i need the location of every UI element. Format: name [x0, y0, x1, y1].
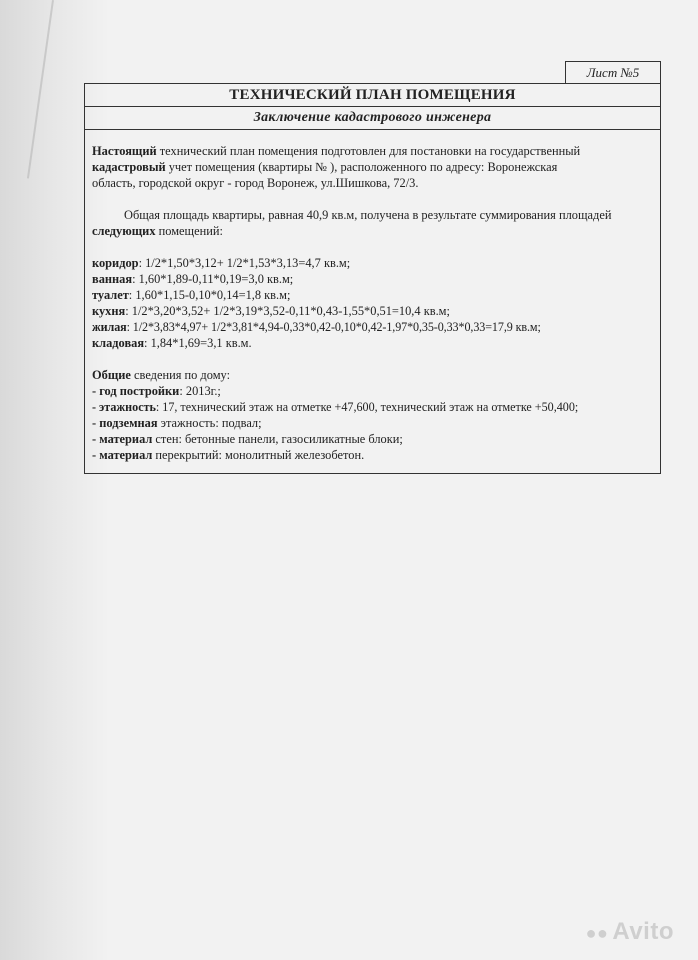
- building-item: [92, 431, 654, 447]
- document-title: ТЕХНИЧЕСКИЙ ПЛАН ПОМЕЩЕНИЯ: [85, 84, 660, 107]
- building-info: [92, 367, 654, 463]
- building-item-label: - год постройки: [92, 384, 180, 398]
- building-item: [92, 383, 654, 399]
- room-row: [92, 303, 654, 319]
- intro-paragraph: [92, 143, 654, 191]
- room-row: [92, 319, 654, 335]
- intro-text-1: технический план помещения подготовлен для постановки на государственный: [156, 144, 581, 158]
- intro-text-3: область, городской округ - город Воронеж, ул.Шишкова, 72/3.: [92, 176, 419, 190]
- room-formula: : 1/2*3,20*3,52+ 1/2*3,19*3,52-0,11*0,43-1,55*0,51=10,4 кв.м;: [125, 304, 450, 318]
- building-item-value: перекрытий: монолитный железобетон.: [152, 448, 365, 462]
- building-item: [92, 399, 654, 415]
- rooms-list: [92, 255, 654, 351]
- avito-watermark-text: Avito: [612, 918, 674, 945]
- room-row: [92, 271, 654, 287]
- building-item: [92, 415, 654, 431]
- room-formula: : 1/2*1,50*3,12+ 1/2*1,53*3,13=4,7 кв.м;: [138, 256, 351, 270]
- room-name: коридор: [92, 256, 139, 270]
- intro-lead-2: кадастровый: [92, 160, 166, 174]
- building-item-value: этажность: подвал;: [157, 416, 262, 430]
- building-heading: [92, 367, 654, 383]
- room-formula: : 1,84*1,69=3,1 кв.м.: [144, 336, 252, 350]
- room-name: кладовая: [92, 336, 145, 350]
- room-name: кухня: [92, 304, 126, 318]
- room-row: [92, 255, 654, 271]
- room-formula: : 1,60*1,15-0,10*0,14=1,8 кв.м;: [128, 288, 291, 302]
- intro-text-2: учет помещения (квартиры № ), расположенного по адресу: Воронежская: [165, 160, 558, 174]
- building-item-label: - материал: [92, 448, 153, 462]
- room-name: ванная: [92, 272, 133, 286]
- building-heading-text: сведения по дому:: [130, 368, 231, 382]
- room-name: туалет: [92, 288, 129, 302]
- building-heading-lead: Общие: [92, 368, 131, 382]
- room-name: жилая: [92, 320, 127, 334]
- building-item-label: - материал: [92, 432, 153, 446]
- room-row: [92, 287, 654, 303]
- document-subtitle: Заключение кадастрового инженера: [85, 107, 660, 130]
- building-item-label: - этажность: [92, 400, 156, 414]
- area-summary-line: Общая площадь квартиры, равная 40,9 кв.м, получена в результате суммирования площадей: [124, 208, 612, 222]
- sheet-number-label: Лист №5: [565, 61, 661, 83]
- room-formula: : 1/2*3,83*4,97+ 1/2*3,81*4,94-0,33*0,42-0,10*0,42-1,97*0,35-0,33*0,33=17,9 кв.м;: [126, 320, 541, 334]
- document-frame: [84, 83, 661, 474]
- building-item-value: : 17, технический этаж на отметке +47,600, технический этаж на отметке +50,400;: [155, 400, 579, 414]
- building-item-value: стен: бетонные панели, газосиликатные блоки;: [152, 432, 403, 446]
- building-item: [92, 447, 654, 463]
- avito-dots-icon: ●●: [585, 923, 609, 943]
- building-item-label: - подземная: [92, 416, 158, 430]
- area-summary-text: помещений:: [155, 224, 223, 238]
- area-summary-lead: следующих: [92, 224, 156, 238]
- room-formula: : 1,60*1,89-0,11*0,19=3,0 кв.м;: [132, 272, 294, 286]
- room-row: [92, 335, 654, 351]
- intro-lead: Настоящий: [92, 144, 157, 158]
- avito-watermark: [586, 918, 674, 946]
- building-item-value: : 2013г.;: [179, 384, 221, 398]
- area-summary-line-2: [92, 223, 654, 239]
- document-body: [85, 130, 660, 463]
